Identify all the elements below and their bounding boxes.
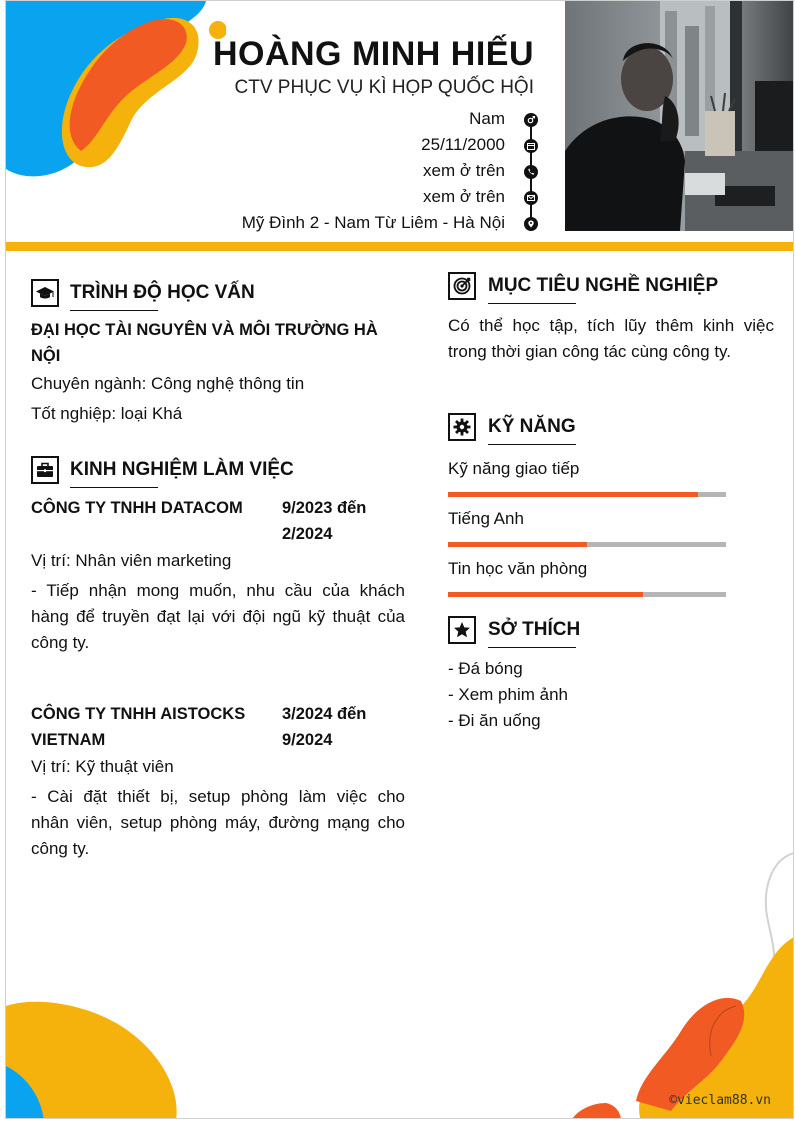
address-text: Mỹ Đình 2 - Nam Từ Liêm - Hà Nội [241, 213, 505, 232]
gear-icon [448, 413, 476, 441]
skill-3-name: Tin học văn phòng [448, 559, 588, 578]
skills-title [488, 416, 576, 438]
calendar-icon [524, 139, 538, 153]
skill-1-fill [448, 492, 698, 497]
job-2-period-line1: 3/2024 đến [282, 705, 367, 723]
objective-title-underline [488, 303, 576, 304]
school-name-line1: ĐẠI HỌC TÀI NGUYÊN VÀ MÔI TRƯỜNG HÀ [31, 321, 378, 339]
education-title-underline [70, 310, 158, 311]
job-1-desc-line2: hàng để truyền đạt lại với đội ngũ kỹ thuật của [31, 607, 405, 626]
candidate-name: HOÀNG MINH HIẾU [212, 35, 534, 73]
job-2-position: Vị trí: Kỹ thuật viên [31, 757, 174, 776]
education-title [70, 282, 255, 304]
experience-title [70, 459, 294, 481]
job-2-desc-line1: - Cài đặt thiết bị, setup phòng làm việc cho [31, 787, 405, 806]
objective-title-text: MỤC TIÊU NGHỀ NGHIỆP [488, 275, 719, 296]
job-1-desc-line3: công ty. [31, 633, 90, 652]
job-1-period-line2: 2/2024 [282, 525, 333, 543]
skills-title-text: KỸ NĂNG [488, 416, 576, 437]
skill-3-bar [448, 592, 726, 597]
skill-3-fill [448, 592, 643, 597]
decor-top-left [6, 1, 226, 201]
experience-title-text: KINH NGHIỆM LÀM VIỆC [70, 459, 294, 480]
objective-line1: Có thể học tập, tích lũy thêm kinh việc [448, 316, 774, 335]
cv-page [5, 0, 794, 1119]
skill-1-bar [448, 492, 726, 497]
job-2-company-line1: CÔNG TY TNHH AISTOCKS [31, 705, 246, 723]
email-icon [524, 191, 538, 205]
objective-line2: trong thời gian công tác cùng công ty. [448, 342, 732, 361]
skill-2-name: Tiếng Anh [448, 509, 524, 528]
gender-icon [524, 113, 538, 127]
job-2-period-line2: 9/2024 [282, 731, 333, 749]
skills-title-underline [488, 444, 576, 445]
decor-bottom-left [6, 996, 206, 1119]
job-2-company-line2: VIETNAM [31, 731, 106, 749]
skill-2-bar [448, 542, 726, 547]
hobby-3: - Đi ăn uống [448, 711, 541, 730]
objective-title [488, 275, 718, 297]
experience-title-underline [70, 487, 158, 488]
education-title-text: TRÌNH ĐỘ HỌC VẤN [70, 282, 255, 303]
phone-icon [524, 165, 538, 179]
decor-bottom-right [546, 841, 794, 1119]
dob-text: 25/11/2000 [421, 135, 505, 154]
graduation-cap-icon [31, 279, 59, 307]
job-2-desc-line3: công ty. [31, 839, 90, 858]
candidate-role: CTV PHỤC VỤ KÌ HỌP QUỐC HỘI [234, 77, 534, 98]
email-text: xem ở trên [422, 187, 505, 206]
skill-2-fill [448, 542, 587, 547]
profile-photo [565, 1, 794, 231]
hobbies-title-text: SỞ THÍCH [488, 619, 581, 640]
education-graduation: Tốt nghiệp: loại Khá [31, 404, 183, 423]
gender-text: Nam [469, 109, 505, 128]
hobby-2: - Xem phim ảnh [448, 685, 568, 704]
school-name-line2: NỘI [31, 347, 61, 365]
job-2-desc-line2: nhân viên, setup phòng máy, đường mạng cho [31, 813, 405, 832]
header-divider [6, 242, 794, 251]
job-1-period-line1: 9/2023 đến [282, 499, 367, 517]
job-1-position: Vị trí: Nhân viên marketing [31, 551, 232, 570]
education-major: Chuyên ngành: Công nghệ thông tin [31, 374, 305, 393]
star-icon [448, 616, 476, 644]
target-icon [448, 272, 476, 300]
location-icon [524, 217, 538, 231]
hobbies-title [488, 619, 580, 641]
skill-1-name: Kỹ năng giao tiếp [448, 459, 580, 478]
hobby-1: - Đá bóng [448, 659, 523, 678]
phone-text: xem ở trên [422, 161, 505, 180]
job-1-company: CÔNG TY TNHH DATACOM [31, 499, 243, 517]
briefcase-icon [31, 456, 59, 484]
hobbies-title-underline [488, 647, 576, 648]
watermark: ©vieclam88.vn [669, 1093, 771, 1108]
job-1-desc-line1: - Tiếp nhận mong muốn, nhu cầu của khách [31, 581, 405, 600]
